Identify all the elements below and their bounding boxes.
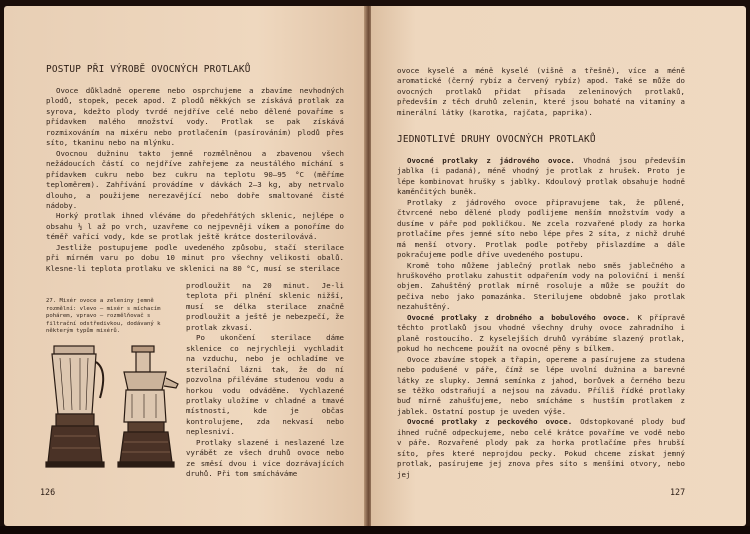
page-bottom-edge <box>0 526 750 534</box>
section-title: Ovocné protlaky z drobného a bobulového ovoce. <box>407 312 630 322</box>
paragraph: prodloužit na 20 minut. Je-li teplota při plnění sklenic nižší, musí se délka sterilace značně prodloužit a ještě je nebezpečí, že protlak zkvasí. <box>186 281 344 332</box>
left-page-body <box>46 86 344 274</box>
right-page-intro <box>397 66 685 118</box>
section-paragraph: Ovocné protlaky z jádrového ovoce. Vhodná jsou především jablka (i padaná), méně vhodný je protlak z hrušek. Proto je lépe kombinovat hrušky s jablky. Kdoulový protlak obsahuje hodně kaměnčitých buněk. <box>397 156 685 197</box>
paragraph: Ovocnou dužninu takto jemně rozmělněnou a zbavenou všech nežádoucích částí co nejdříve zahřejeme za neustálého míchání s přídavkem cukru nebo bez cukru na teplotu 90—95 °C (měříme teploměrem). Zahřívání provádíme v dávkách 2—3 kg, aby netrvalo dlouho, a použijeme nerezavějící nebo dobře smaltované čisté nádoby. <box>46 148 344 210</box>
juicer-icon <box>118 346 178 467</box>
paragraph: Horký protlak ihned vléváme do předehřátých sklenic, nejlépe o obsahu ½ l až po vrch, uzavřeme co nejpevněji víkem a ponoříme do téměř vařící vody, kde se protlak ještě krátce dosterilovává. <box>46 211 344 242</box>
section-paragraph: Ovocné protlaky z drobného a bobulového ovoce. K přípravě těchto protlaků jsou vhodné všechny druhy ovoce zahradního i planě rostoucího. Z kyselejších druhů vyrábíme slazený protlak, pokud ho nechceme použít na ovocné pěny s bílkem. <box>397 312 685 354</box>
left-page-number: 126 <box>40 487 56 497</box>
right-page-number: 127 <box>670 487 686 497</box>
paragraph: Ovoce důkladně opereme nebo osprchujeme a zbavíme nevhodných plodů, stopek, pecek apod. Z plodů měkkých se získává protlak za syrova, kdežto plody tvrdé nejdříve celé nebo dělené povaříme s přídavkem malého množství vody. Protlak se pak získává rozmixováním na mixéru nebo protlačením (pasírováním) plodů přes síto, tkaninu nebo na mlýnku. <box>46 86 344 148</box>
blender-jug-icon <box>46 346 104 467</box>
blender-illustration <box>40 340 182 472</box>
paragraph: Protlaky z jádrového ovoce připravujeme tak, že půlené, čtvrcené nebo dělené plody podlijeme menším množstvím vody a dusíme v páře pod pokličkou. Ne zcela rozvařené plody za horka protlačíme přes jemné síto nebo lépe přes 2 síta, z nichž druhé má menší otvory. Protlak podle potřeby přislazdíme a dále pokračujeme podle dříve uvedeného postupu. <box>397 197 685 260</box>
section-paragraph: Ovocné protlaky z peckového ovoce. Odstopkované plody buď ihned ručně odpeckujeme, nebo celé krátce povaříme ve vodě nebo v páře. Rozvařené plody pak za horka protlačíme přes hrubší síto, přes které neprojdou pecky. Pokud chceme získat jemný protlak, pasírujeme jej znova přes síto s menšími otvory, nebo jej <box>397 417 686 479</box>
paragraph: Jestliže postupujeme podle uvedeného způsobu, stačí sterilace při mírném varu po dobu 10 minut pro všechny velikosti obalů. Klesne-li teplota protlaku ve sklenici na 80 °C, musí se sterilace <box>46 242 344 273</box>
left-page-narrow-column <box>186 281 344 480</box>
figure-caption: 27. Mixér ovoce a zeleniny jemně rozmělní: vlevo — mixér s míchacím pohárem, vpravo — rozmělňovač s filtrační odstředivkou, dodávaný k některým typům mixérů. <box>46 298 161 335</box>
left-page-heading: POSTUP PŘI VÝROBĚ OVOCNÝCH PROTLAKŮ <box>46 64 251 75</box>
right-page-heading: JEDNOTLIVÉ DRUHY OVOCNÝCH PROTLAKŮ <box>397 134 596 145</box>
section-title: Ovocné protlaky z jádrového ovoce. <box>407 156 575 165</box>
paragraph: Ovoce zbavíme stopek a třapin, opereme a pasírujeme za studena nebo podušené v páře, čímž se lépe uvolní dužnina a barevné látky ze slupky. Jemná semínka z jahod, borůvek a černého bezu se těžko odstraňují a nejsou na závadu. Příliš řídké protlaky buď mírně zahušťujeme, nebo smícháme s hustším protlakem z jablek. Ostatní postup je uveden výše. <box>397 354 685 416</box>
right-page-body <box>397 156 685 480</box>
section-title: Ovocné protlaky z peckového ovoce. <box>407 417 573 427</box>
paragraph: Po ukončení sterilace dáme sklenice co nejrychleji vychladit na vzduchu, nebo je ochladíme ve sterilační lázni tak, že do ní pozvolna přiléváme studenou vodu a horkou vodu odváděme. Vychlazené protlaky uložíme v chladné a tmavé místnosti, kde je občas kontrolujeme, zda nekvasí nebo neplesniví. <box>186 333 344 437</box>
paragraph: ovoce kyselé a méně kyselé (višně a třešně), více a méně aromatické (černý rybíz a červený rybíz) apod. Také se může do ovocných protlaků přidat přísada zeleninových protlaků, především z těch druhů zelenin, které jsou bohaté na vitamíny a minerální látky (karotka, rajčata, paprika). <box>397 66 685 117</box>
paragraph: Kromě toho můžeme jablečný protlak nebo směs jablečného a hruškového protlaku zahustit odpařením vody na poloviční i menší objem. Zahuštěný protlak mírně rosoluje a může se použít do pečiva nebo jako pomazánka. Sterilujeme obdobně jako protlak nezahuštěný. <box>397 260 685 312</box>
paragraph: Protlaky slazené i neslazené lze vyrábět ze všech druhů ovoce nebo ze směsí dvou i více dozrávajících druhů. Při tom smícháváme <box>186 437 344 479</box>
